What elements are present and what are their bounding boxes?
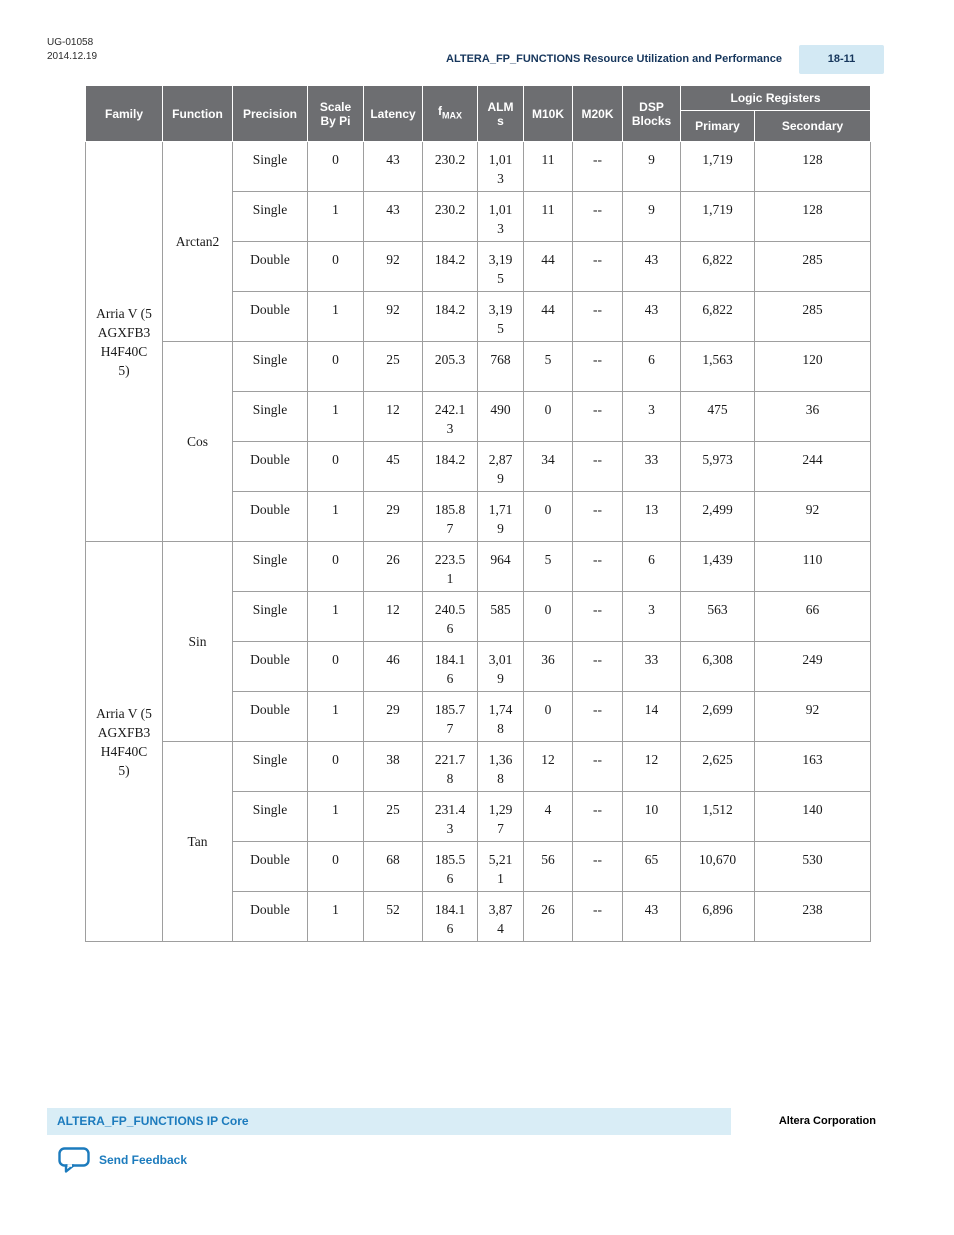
fmax-cell: 231.43 <box>423 792 478 842</box>
dsp-blocks-cell: 43 <box>623 892 681 942</box>
fmax-cell: 230.2 <box>423 142 478 192</box>
scale-by-pi-cell: 1 <box>308 392 364 442</box>
dsp-blocks-cell: 9 <box>623 142 681 192</box>
latency-cell: 38 <box>364 742 423 792</box>
alms-cell: 1,013 <box>478 142 524 192</box>
dsp-blocks-cell: 13 <box>623 492 681 542</box>
alms-cell: 2,879 <box>478 442 524 492</box>
latency-cell: 92 <box>364 242 423 292</box>
primary-cell: 1,719 <box>681 192 755 242</box>
alms-cell: 3,195 <box>478 292 524 342</box>
m20k-cell: -- <box>573 192 623 242</box>
dsp-blocks-cell: 6 <box>623 542 681 592</box>
scale-by-pi-cell: 1 <box>308 792 364 842</box>
alms-cell: 5,211 <box>478 842 524 892</box>
fmax-cell: 223.51 <box>423 542 478 592</box>
m10k-cell: 12 <box>524 742 573 792</box>
m10k-cell: 44 <box>524 292 573 342</box>
footer-corporation-label: Altera Corporation <box>778 1115 876 1127</box>
fmax-cell: 242.13 <box>423 392 478 442</box>
precision-cell: Single <box>233 542 308 592</box>
m10k-cell: 0 <box>524 592 573 642</box>
dsp-blocks-cell: 43 <box>623 292 681 342</box>
primary-cell: 6,308 <box>681 642 755 692</box>
m20k-cell: -- <box>573 292 623 342</box>
dsp-blocks-cell: 10 <box>623 792 681 842</box>
primary-cell: 6,896 <box>681 892 755 942</box>
alms-cell: 1,748 <box>478 692 524 742</box>
precision-cell: Single <box>233 392 308 442</box>
latency-cell: 45 <box>364 442 423 492</box>
alms-cell: 3,019 <box>478 642 524 692</box>
m20k-cell: -- <box>573 742 623 792</box>
m20k-cell: -- <box>573 492 623 542</box>
dsp-blocks-cell: 43 <box>623 242 681 292</box>
resource-utilization-table <box>85 85 871 942</box>
primary-cell: 10,670 <box>681 842 755 892</box>
m10k-cell: 0 <box>524 692 573 742</box>
alms-cell: 964 <box>478 542 524 592</box>
family-cell: Arria V (5AGXFB3H4F40C5) <box>86 542 163 942</box>
primary-cell: 1,563 <box>681 342 755 392</box>
table-body <box>86 142 871 942</box>
m10k-cell: 0 <box>524 492 573 542</box>
m20k-cell: -- <box>573 342 623 392</box>
send-feedback-label: Send Feedback <box>99 1153 188 1167</box>
latency-cell: 29 <box>364 692 423 742</box>
header-latency: Latency <box>364 86 423 142</box>
m20k-cell: -- <box>573 442 623 492</box>
alms-cell: 3,195 <box>478 242 524 292</box>
fmax-cell: 184.16 <box>423 642 478 692</box>
m10k-cell: 5 <box>524 342 573 392</box>
m20k-cell: -- <box>573 692 623 742</box>
primary-cell: 475 <box>681 392 755 442</box>
fmax-subscript: MAX <box>442 110 462 121</box>
table-row <box>86 742 871 792</box>
m20k-cell: -- <box>573 892 623 942</box>
latency-cell: 12 <box>364 392 423 442</box>
function-cell: Cos <box>163 342 233 542</box>
precision-cell: Double <box>233 292 308 342</box>
dsp-blocks-cell: 14 <box>623 692 681 742</box>
fmax-cell: 184.2 <box>423 242 478 292</box>
table-row <box>86 342 871 392</box>
precision-cell: Double <box>233 242 308 292</box>
latency-cell: 12 <box>364 592 423 642</box>
m10k-cell: 11 <box>524 192 573 242</box>
header-m20k: M20K <box>573 86 623 142</box>
family-cell: Arria V (5AGXFB3H4F40C5) <box>86 142 163 542</box>
m10k-cell: 0 <box>524 392 573 442</box>
latency-cell: 43 <box>364 192 423 242</box>
scale-by-pi-cell: 0 <box>308 542 364 592</box>
precision-cell: Double <box>233 692 308 742</box>
header-primary: Primary <box>681 111 755 142</box>
alms-cell: 1,719 <box>478 492 524 542</box>
fmax-cell: 185.77 <box>423 692 478 742</box>
scale-by-pi-cell: 0 <box>308 842 364 892</box>
scale-by-pi-cell: 0 <box>308 342 364 392</box>
running-title: ALTERA_FP_FUNCTIONS Resource Utilization and Performance <box>446 53 782 65</box>
m20k-cell: -- <box>573 392 623 442</box>
latency-cell: 46 <box>364 642 423 692</box>
m10k-cell: 56 <box>524 842 573 892</box>
m20k-cell: -- <box>573 592 623 642</box>
header-function: Function <box>163 86 233 142</box>
feedback-bubble-icon <box>58 1147 90 1173</box>
m10k-cell: 11 <box>524 142 573 192</box>
alms-cell: 585 <box>478 592 524 642</box>
dsp-blocks-cell: 9 <box>623 192 681 242</box>
secondary-cell: 92 <box>755 692 871 742</box>
m20k-cell: -- <box>573 842 623 892</box>
dsp-blocks-cell: 33 <box>623 442 681 492</box>
header-dsp-blocks: DSP Blocks <box>623 86 681 142</box>
dsp-blocks-cell: 12 <box>623 742 681 792</box>
header-logic-registers: Logic Registers <box>681 86 871 111</box>
latency-cell: 92 <box>364 292 423 342</box>
scale-by-pi-cell: 1 <box>308 592 364 642</box>
alms-cell: 490 <box>478 392 524 442</box>
secondary-cell: 163 <box>755 742 871 792</box>
scale-by-pi-cell: 0 <box>308 142 364 192</box>
precision-cell: Double <box>233 892 308 942</box>
table-header <box>86 86 871 142</box>
fmax-base: f <box>438 104 442 119</box>
dsp-blocks-cell: 6 <box>623 342 681 392</box>
latency-cell: 52 <box>364 892 423 942</box>
m20k-cell: -- <box>573 642 623 692</box>
table-row <box>86 142 871 192</box>
precision-cell: Double <box>233 492 308 542</box>
footer-ip-core-label: ALTERA_FP_FUNCTIONS IP Core <box>57 1114 249 1128</box>
primary-cell: 2,699 <box>681 692 755 742</box>
fmax-cell: 184.2 <box>423 292 478 342</box>
fmax-cell: 185.56 <box>423 842 478 892</box>
secondary-cell: 128 <box>755 142 871 192</box>
fmax-cell: 221.78 <box>423 742 478 792</box>
secondary-cell: 110 <box>755 542 871 592</box>
m20k-cell: -- <box>573 142 623 192</box>
latency-cell: 26 <box>364 542 423 592</box>
precision-cell: Double <box>233 442 308 492</box>
scale-by-pi-cell: 0 <box>308 742 364 792</box>
function-cell: Sin <box>163 542 233 742</box>
precision-cell: Single <box>233 192 308 242</box>
doc-id: UG-01058 <box>47 37 94 48</box>
secondary-cell: 285 <box>755 242 871 292</box>
m20k-cell: -- <box>573 792 623 842</box>
dsp-blocks-cell: 65 <box>623 842 681 892</box>
alms-cell: 1,368 <box>478 742 524 792</box>
primary-cell: 1,512 <box>681 792 755 842</box>
secondary-cell: 249 <box>755 642 871 692</box>
fmax-cell: 184.16 <box>423 892 478 942</box>
header-fmax <box>423 86 478 142</box>
page-number-badge: 18-11 <box>799 45 884 74</box>
secondary-cell: 66 <box>755 592 871 642</box>
send-feedback-link[interactable] <box>58 1147 187 1173</box>
primary-cell: 563 <box>681 592 755 642</box>
secondary-cell: 285 <box>755 292 871 342</box>
alms-cell: 1,297 <box>478 792 524 842</box>
precision-cell: Single <box>233 742 308 792</box>
precision-cell: Double <box>233 842 308 892</box>
header-m10k: M10K <box>524 86 573 142</box>
header-family: Family <box>86 86 163 142</box>
header-alms: ALMs <box>478 86 524 142</box>
secondary-cell: 140 <box>755 792 871 842</box>
header-precision: Precision <box>233 86 308 142</box>
scale-by-pi-cell: 0 <box>308 242 364 292</box>
table-row <box>86 542 871 592</box>
dsp-blocks-cell: 3 <box>623 592 681 642</box>
primary-cell: 1,439 <box>681 542 755 592</box>
latency-cell: 68 <box>364 842 423 892</box>
secondary-cell: 92 <box>755 492 871 542</box>
scale-by-pi-cell: 0 <box>308 642 364 692</box>
primary-cell: 1,719 <box>681 142 755 192</box>
scale-by-pi-cell: 1 <box>308 492 364 542</box>
primary-cell: 6,822 <box>681 242 755 292</box>
alms-cell: 768 <box>478 342 524 392</box>
primary-cell: 5,973 <box>681 442 755 492</box>
m10k-cell: 4 <box>524 792 573 842</box>
secondary-cell: 36 <box>755 392 871 442</box>
m10k-cell: 44 <box>524 242 573 292</box>
fmax-cell: 240.56 <box>423 592 478 642</box>
dsp-blocks-cell: 3 <box>623 392 681 442</box>
function-cell: Tan <box>163 742 233 942</box>
primary-cell: 2,499 <box>681 492 755 542</box>
precision-cell: Single <box>233 342 308 392</box>
doc-date: 2014.12.19 <box>47 51 98 62</box>
fmax-cell: 230.2 <box>423 192 478 242</box>
scale-by-pi-cell: 1 <box>308 192 364 242</box>
m10k-cell: 36 <box>524 642 573 692</box>
scale-by-pi-cell: 1 <box>308 292 364 342</box>
primary-cell: 2,625 <box>681 742 755 792</box>
fmax-cell: 185.87 <box>423 492 478 542</box>
scale-by-pi-cell: 1 <box>308 692 364 742</box>
secondary-cell: 238 <box>755 892 871 942</box>
function-cell: Arctan2 <box>163 142 233 342</box>
latency-cell: 25 <box>364 342 423 392</box>
precision-cell: Double <box>233 642 308 692</box>
fmax-cell: 205.3 <box>423 342 478 392</box>
secondary-cell: 530 <box>755 842 871 892</box>
precision-cell: Single <box>233 142 308 192</box>
latency-cell: 43 <box>364 142 423 192</box>
header-scale-by-pi: Scale By Pi <box>308 86 364 142</box>
footer-bar <box>47 1108 731 1135</box>
scale-by-pi-cell: 1 <box>308 892 364 942</box>
alms-cell: 1,013 <box>478 192 524 242</box>
dsp-blocks-cell: 33 <box>623 642 681 692</box>
m10k-cell: 5 <box>524 542 573 592</box>
scale-by-pi-cell: 0 <box>308 442 364 492</box>
m10k-cell: 34 <box>524 442 573 492</box>
fmax-cell: 184.2 <box>423 442 478 492</box>
latency-cell: 25 <box>364 792 423 842</box>
m10k-cell: 26 <box>524 892 573 942</box>
secondary-cell: 128 <box>755 192 871 242</box>
m20k-cell: -- <box>573 542 623 592</box>
secondary-cell: 244 <box>755 442 871 492</box>
latency-cell: 29 <box>364 492 423 542</box>
precision-cell: Single <box>233 792 308 842</box>
m20k-cell: -- <box>573 242 623 292</box>
primary-cell: 6,822 <box>681 292 755 342</box>
header-secondary: Secondary <box>755 111 871 142</box>
precision-cell: Single <box>233 592 308 642</box>
alms-cell: 3,874 <box>478 892 524 942</box>
secondary-cell: 120 <box>755 342 871 392</box>
